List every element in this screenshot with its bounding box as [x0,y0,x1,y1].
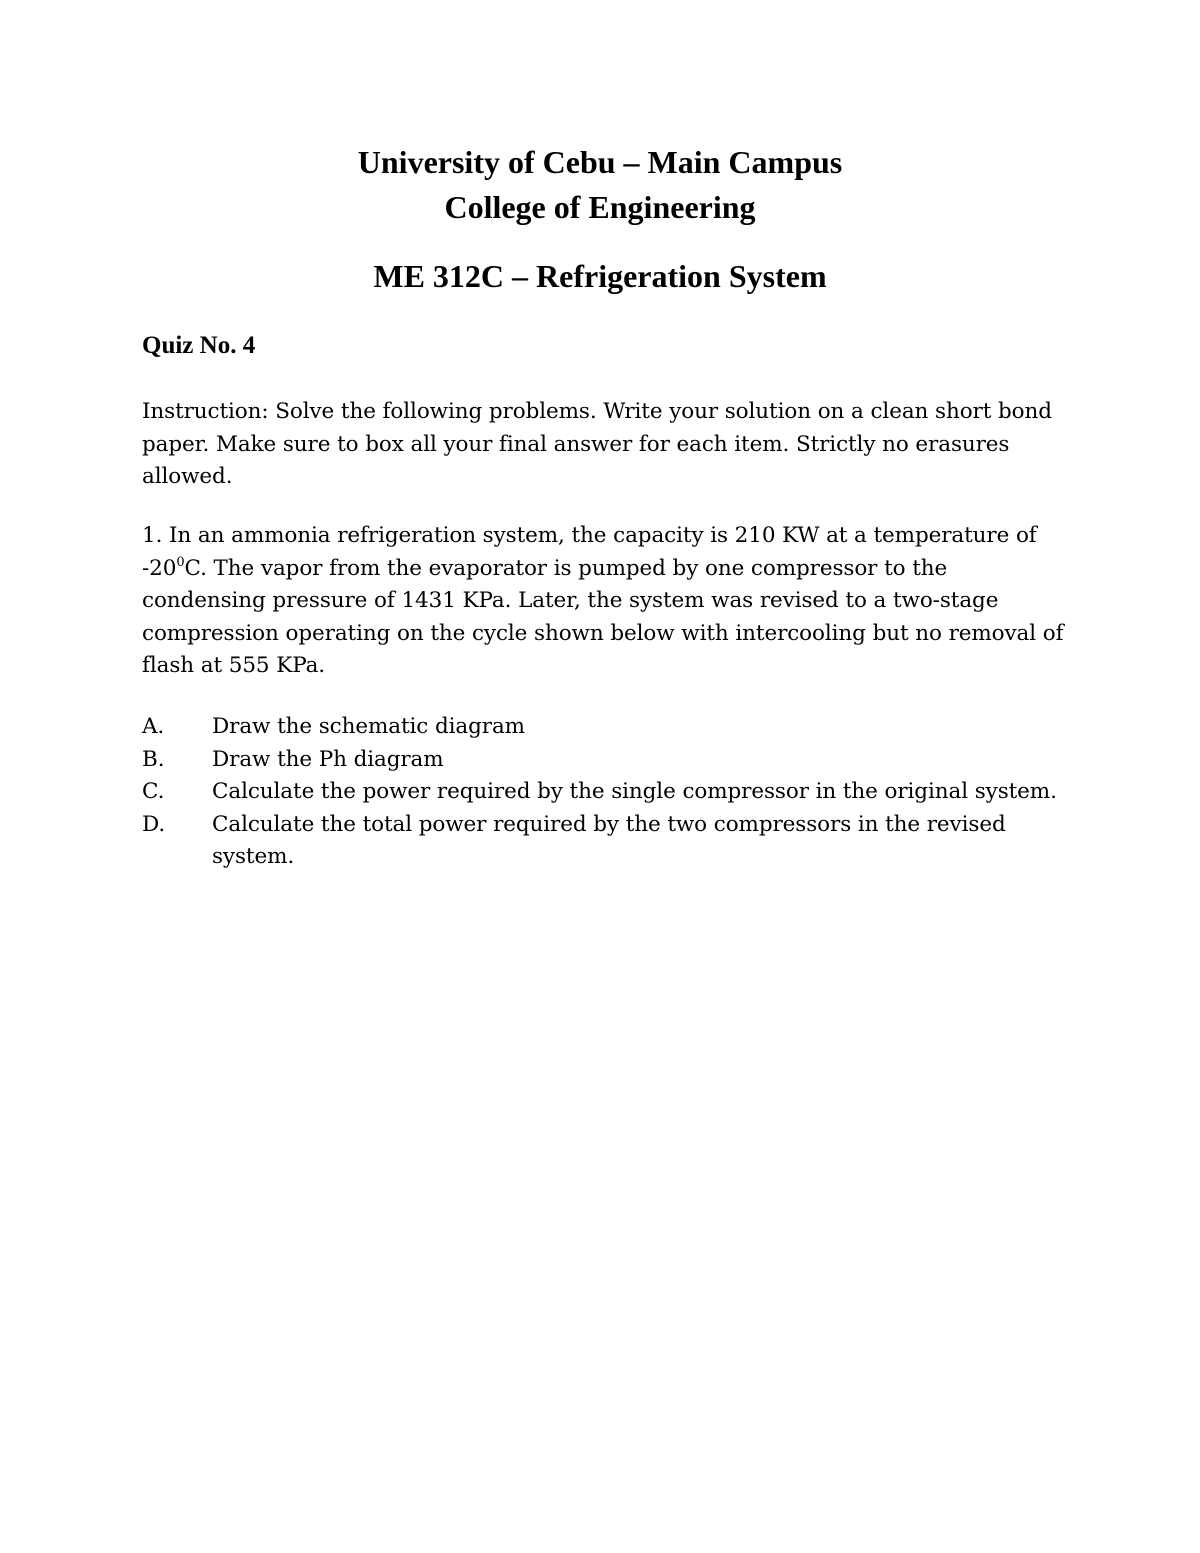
problem-statement [142,520,1072,683]
course-heading: ME 312C – Refrigeration System [373,258,827,294]
instruction-paragraph: Instruction: Solve the following problems. Write your solution on a clean short bond paper. Make sure to box all your final answer for each item. Strictly no erasures allowed. [142,399,1052,489]
list-item [142,744,1072,777]
list-item-marker: C. [142,779,165,804]
list-item-marker: B. [142,746,165,772]
problem-text-part-1: 1. In an ammonia refrigeration system, the capacity is 210 KW at a temperature of -20 [142,523,1037,581]
list-item [142,711,1072,744]
list-item-marker: A. [142,714,165,739]
list-item-text: Calculate the power required by the single compressor in the original system. [212,779,1057,804]
list-item-text: Calculate the total power required by the two compressors in the revised system. [212,811,1006,869]
list-item-text: Draw the schematic diagram [212,714,525,739]
list-item [142,809,1072,874]
problem-items-list [142,711,1072,874]
problem-text-part-2: C. The vapor from the evaporator is pumped by one compressor to the condensing pressure of 1431 KPa. Later, the system was revised to a two-stage compression operating on the cycle shown below with intercooling but no removal of flash at 555 KPa. [142,555,1064,678]
university-heading: University of Cebu – Main Campus [357,144,843,180]
degree-superscript: 0 [176,554,185,570]
college-heading: College of Engineering [444,189,756,225]
list-item-text: Draw the Ph diagram [212,746,444,772]
list-item [142,776,1072,809]
quiz-title: Quiz No. 4 [142,332,256,359]
list-item-marker: D. [142,811,166,837]
